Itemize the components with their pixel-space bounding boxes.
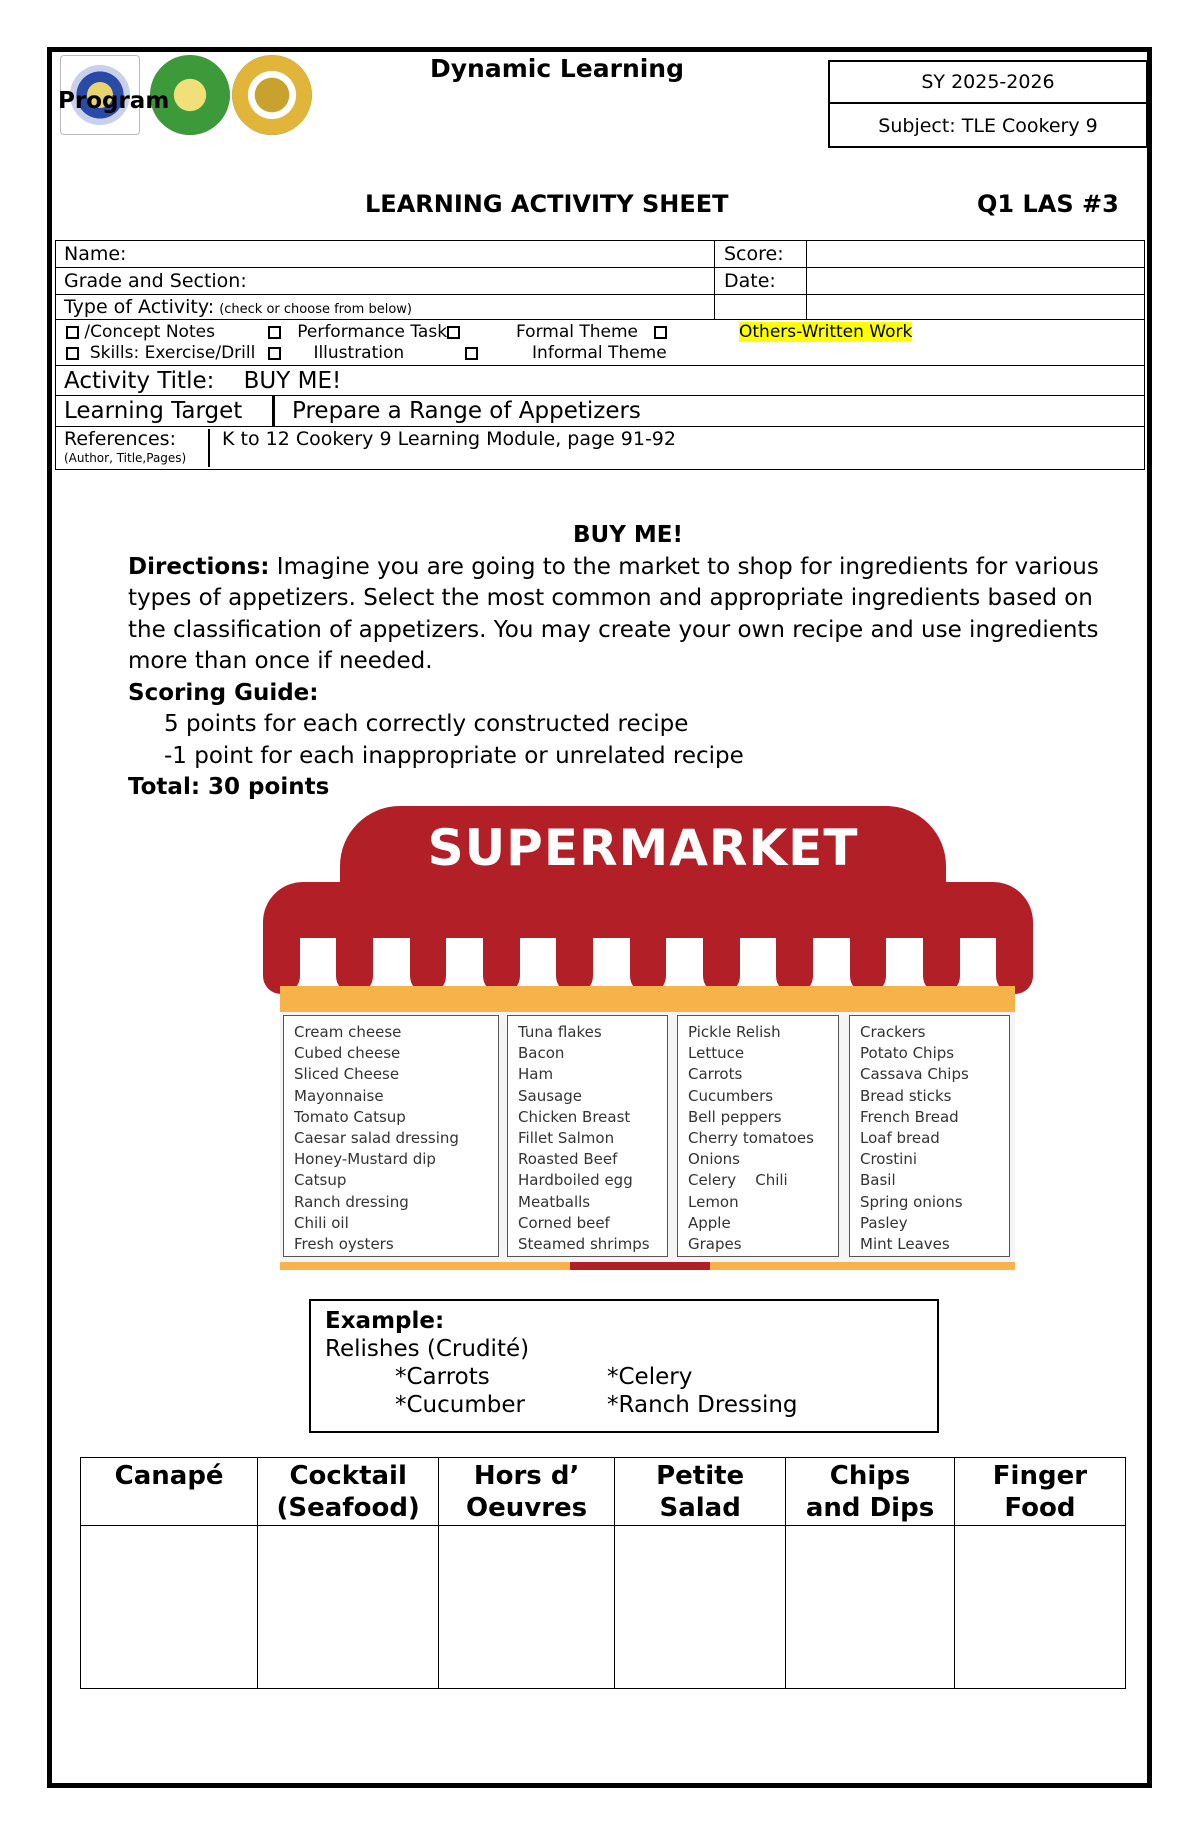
ingredient: French Bread (860, 1107, 959, 1126)
references-label: References: (64, 428, 176, 450)
awning-trim (280, 986, 1015, 1012)
performance-task-label: Performance Task (297, 322, 448, 342)
ingredient: Ranch dressing (294, 1192, 409, 1211)
checkbox-icon[interactable] (465, 347, 478, 360)
ingredient: Bell peppers (688, 1107, 782, 1126)
ingredient: Basil (860, 1171, 896, 1190)
concept-notes-label: /Concept Notes (84, 322, 215, 342)
answer-cell-hors-doeuvres[interactable] (439, 1526, 615, 1689)
informal-theme-label: Informal Theme (532, 343, 667, 363)
ingredient: Mint Leaves (860, 1235, 950, 1254)
ingredient: Loaf bread (860, 1129, 940, 1148)
activity-title-row (56, 366, 1144, 396)
ingredient: Catsup (294, 1171, 347, 1190)
ingredient: Steamed shrimps (518, 1235, 650, 1254)
formal-theme-label: Formal Theme (516, 322, 639, 342)
ingredient: Spring onions (860, 1192, 963, 1211)
score-field[interactable] (808, 241, 1144, 267)
example-item: *Cucumber (395, 1392, 525, 1418)
checkbox-icon[interactable] (66, 326, 79, 339)
ingredient: Cream cheese (294, 1023, 402, 1041)
answer-table-header (81, 1458, 1126, 1526)
header-canape: Canapé (81, 1458, 258, 1526)
activity-heading: BUY ME! (573, 522, 683, 548)
checkbox-icon[interactable] (66, 347, 79, 360)
storefront-base (280, 1262, 1015, 1270)
ingredient: Cherry tomatoes (688, 1129, 814, 1148)
checkbox-icon[interactable] (268, 326, 281, 339)
type-of-activity (56, 295, 714, 319)
directions-paragraph (128, 552, 1128, 678)
sheet-title: LEARNING ACTIVITY SHEET (365, 190, 729, 218)
appetizer-answer-table (80, 1457, 1126, 1689)
program-label: Program (58, 88, 170, 114)
references-value: K to 12 Cookery 9 Learning Module, page 91-92 (222, 428, 676, 450)
school-year: SY 2025-2026 (830, 62, 1146, 104)
grade-label: Grade and Section: (64, 270, 247, 292)
total-points: Total: 30 points (128, 774, 330, 800)
header-hors-doeuvres: Hors d’ Oeuvres (439, 1458, 615, 1526)
ingredient: Fillet Salmon (518, 1129, 615, 1148)
school-seal-logo (232, 55, 312, 135)
ingredient: Fresh oysters (294, 1235, 394, 1254)
header-finger-food: Finger Food (954, 1458, 1125, 1526)
type-hint: (check or choose from below) (219, 302, 413, 317)
ingredient: Ham (518, 1065, 554, 1084)
activity-title-label: Activity Title: (64, 368, 215, 394)
scoring-guide-label: Scoring Guide: (128, 679, 319, 706)
references-cell (56, 427, 206, 469)
header-cocktail: Cocktail (Seafood) (258, 1458, 439, 1526)
ingredient: Lemon (688, 1192, 739, 1211)
scoring-item: -1 point for each inappropriate or unrelated recipe (164, 742, 744, 769)
ingredient: Onions (688, 1150, 740, 1169)
type-label: Type of Activity: (64, 296, 215, 318)
ingredient: Potato Chips (860, 1044, 955, 1063)
ingredient: Mayonnaise (294, 1086, 384, 1105)
las-number: Q1 LAS #3 (977, 190, 1119, 218)
answer-cell-finger-food[interactable] (954, 1526, 1125, 1689)
ingredient: Sausage (518, 1086, 582, 1105)
date-label: Date: (724, 270, 776, 292)
supermarket-illustration (258, 806, 1031, 1271)
ingredient: Celery Chili (688, 1171, 788, 1190)
ingredient: Tuna flakes (518, 1023, 602, 1041)
others-written-work-label: Others-Written Work (739, 322, 913, 342)
shelf-produce (677, 1015, 839, 1257)
option-concept-notes[interactable] (66, 322, 215, 342)
answer-cell-chips-dips[interactable] (786, 1526, 955, 1689)
name-label: Name: (64, 243, 127, 265)
ingredient: Crostini (860, 1150, 918, 1169)
shelf-breads-herbs (849, 1015, 1010, 1257)
name-row (56, 241, 1144, 268)
answer-cell-cocktail[interactable] (258, 1526, 439, 1689)
ingredient: Apple (688, 1213, 731, 1232)
ingredient-shelves (280, 1012, 1015, 1262)
ingredient: Tomato Catsup (294, 1107, 406, 1126)
ingredient: Cubed cheese (294, 1044, 401, 1063)
ingredient: Roasted Beef (518, 1150, 618, 1169)
shelf-dressings (283, 1015, 499, 1257)
ingredient: Chili oil (294, 1213, 349, 1232)
example-item: *Carrots (395, 1364, 490, 1390)
ingredient: Corned beef (518, 1213, 610, 1232)
example-title: Relishes (Crudité) (325, 1336, 530, 1362)
activity-type-options (56, 320, 1144, 366)
ingredient: Chicken Breast (518, 1107, 631, 1126)
learning-target-row (56, 396, 1144, 427)
option-skills[interactable] (66, 343, 255, 363)
answer-table-row (81, 1526, 1126, 1689)
school-year-box (828, 60, 1148, 148)
references-row (56, 427, 1144, 469)
answer-cell-petite-salad[interactable] (615, 1526, 786, 1689)
date-field[interactable] (808, 268, 1144, 294)
option-performance-task[interactable] (268, 322, 460, 342)
activity-title-value: BUY ME! (243, 368, 342, 394)
learning-target-value: Prepare a Range of Appetizers (292, 398, 641, 424)
name-field[interactable] (56, 241, 714, 267)
ingredient: Bread sticks (860, 1086, 952, 1105)
skills-label: Skills: Exercise/Drill (89, 343, 256, 363)
example-box (309, 1299, 939, 1433)
ingredient: Sliced Cheese (294, 1065, 400, 1084)
ingredient: Bacon (518, 1044, 565, 1063)
option-formal-theme[interactable] (516, 322, 667, 342)
example-label: Example: (325, 1308, 445, 1334)
dynamic-learning-title: Dynamic Learning (430, 54, 685, 83)
directions-text: Imagine you are going to the market to shop for ingredients for various types of appetizers. Select the most common and appropriate ingredients based on the classification of appetizers. You may create your own recipe and use ingredients more than once if needed. (128, 553, 1099, 674)
example-item: *Celery (607, 1364, 693, 1390)
subject: Subject: TLE Cookery 9 (878, 115, 1098, 137)
references-hint: (Author, Title,Pages) (64, 451, 187, 465)
ingredient: Caesar salad dressing (294, 1129, 459, 1148)
ingredient: Meatballs (518, 1192, 591, 1211)
header-petite-salad: Petite Salad (615, 1458, 786, 1526)
activity-title (56, 366, 341, 395)
ingredient: Crackers (860, 1023, 926, 1041)
activity-instructions (128, 520, 1128, 804)
student-info-table (55, 240, 1145, 470)
ingredient: Cucumbers (688, 1086, 774, 1105)
grade-section-field[interactable] (56, 268, 714, 294)
learning-target-label: Learning Target (64, 398, 243, 424)
ingredient: Grapes (688, 1235, 742, 1254)
supermarket-sign: SUPERMARKET (340, 806, 946, 884)
checkbox-icon[interactable] (654, 326, 667, 339)
ingredient: Pasley (860, 1213, 908, 1232)
ingredient: Pickle Relish (688, 1023, 781, 1041)
grade-row (56, 268, 1144, 295)
illustration-label: Illustration (313, 343, 405, 363)
ingredient: Cassava Chips (860, 1065, 969, 1084)
answer-cell-canape[interactable] (81, 1526, 258, 1689)
directions-label: Directions: (128, 553, 270, 580)
checkbox-icon[interactable] (268, 347, 281, 360)
header-chips-dips: Chips and Dips (786, 1458, 955, 1526)
ingredient: Carrots (688, 1065, 743, 1084)
ingredient: Hardboiled egg (518, 1171, 633, 1190)
ingredient: Honey-Mustard dip (294, 1150, 436, 1169)
option-illustration[interactable] (268, 343, 404, 363)
ingredient: Lettuce (688, 1044, 745, 1063)
type-row (56, 295, 1144, 320)
scoring-item: 5 points for each correctly constructed recipe (164, 711, 689, 737)
shelf-proteins (507, 1015, 668, 1257)
option-informal-theme[interactable] (465, 343, 667, 363)
checkbox-icon[interactable] (447, 326, 460, 339)
example-item: *Ranch Dressing (607, 1392, 798, 1418)
score-label: Score: (724, 243, 784, 265)
option-others[interactable] (739, 322, 912, 342)
